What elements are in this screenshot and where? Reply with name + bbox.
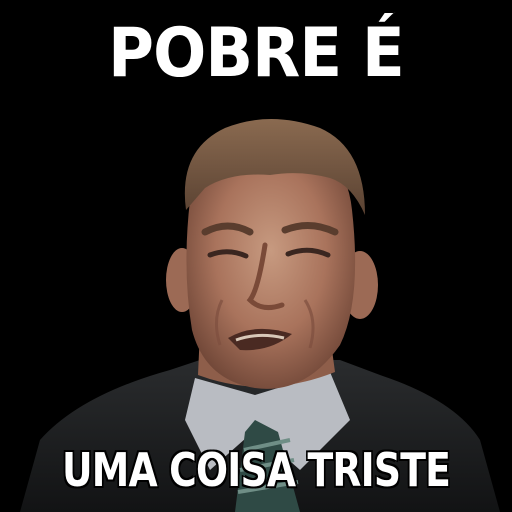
bottom-caption: UMA COISA TRISTE [61,443,451,497]
top-caption: POBRE É [108,14,404,93]
